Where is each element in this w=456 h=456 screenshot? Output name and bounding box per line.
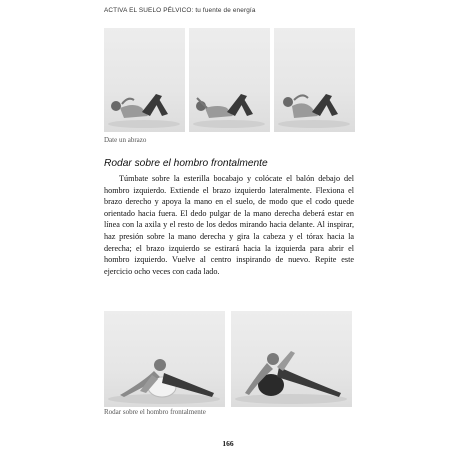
page-number: 166 xyxy=(222,439,234,448)
figure-lying-icon xyxy=(274,28,355,132)
figure-rolling-icon xyxy=(104,311,225,407)
top-figure-caption: Date un abrazo xyxy=(104,136,147,144)
photo-rodar-1 xyxy=(104,311,225,407)
photo-abrazo-2 xyxy=(189,28,270,132)
photo-abrazo-1 xyxy=(104,28,185,132)
body-paragraph: Túmbate sobre la esterilla bocabajo y colócate el balón debajo del hombro izquierdo. Extiende el brazo izquierdo lateralmente. Flexiona el brazo derecho y apoya la mano en el suelo, de modo que el codo quede orientado hacia fuera. El dedo pulgar de la mano derecha deberá estar en línea con la axila y el resto de los dedos mirando hacia delante. Al inspirar, haz presión sobre la mano derecha y gira la cabeza y el tórax hacia la derecha; el brazo izquierdo se estirará hacia la izquierda para abrir el hombro izquierdo. Vuelve al centro inspirando de nuevo. Repite este ejercicio ocho veces con cada lado. xyxy=(104,174,354,276)
section-title: Rodar sobre el hombro frontalmente xyxy=(104,158,268,169)
section-body xyxy=(104,173,354,277)
running-header: ACTIVA EL SUELO PÉLVICO: tu fuente de energía xyxy=(104,7,256,14)
figure-lying-icon xyxy=(104,28,185,132)
bottom-figure-caption: Rodar sobre el hombro frontalmente xyxy=(104,408,206,416)
figure-lying-icon xyxy=(189,28,270,132)
photo-rodar-2 xyxy=(231,311,352,407)
photo-abrazo-3 xyxy=(274,28,355,132)
figure-rolling-icon xyxy=(231,311,352,407)
